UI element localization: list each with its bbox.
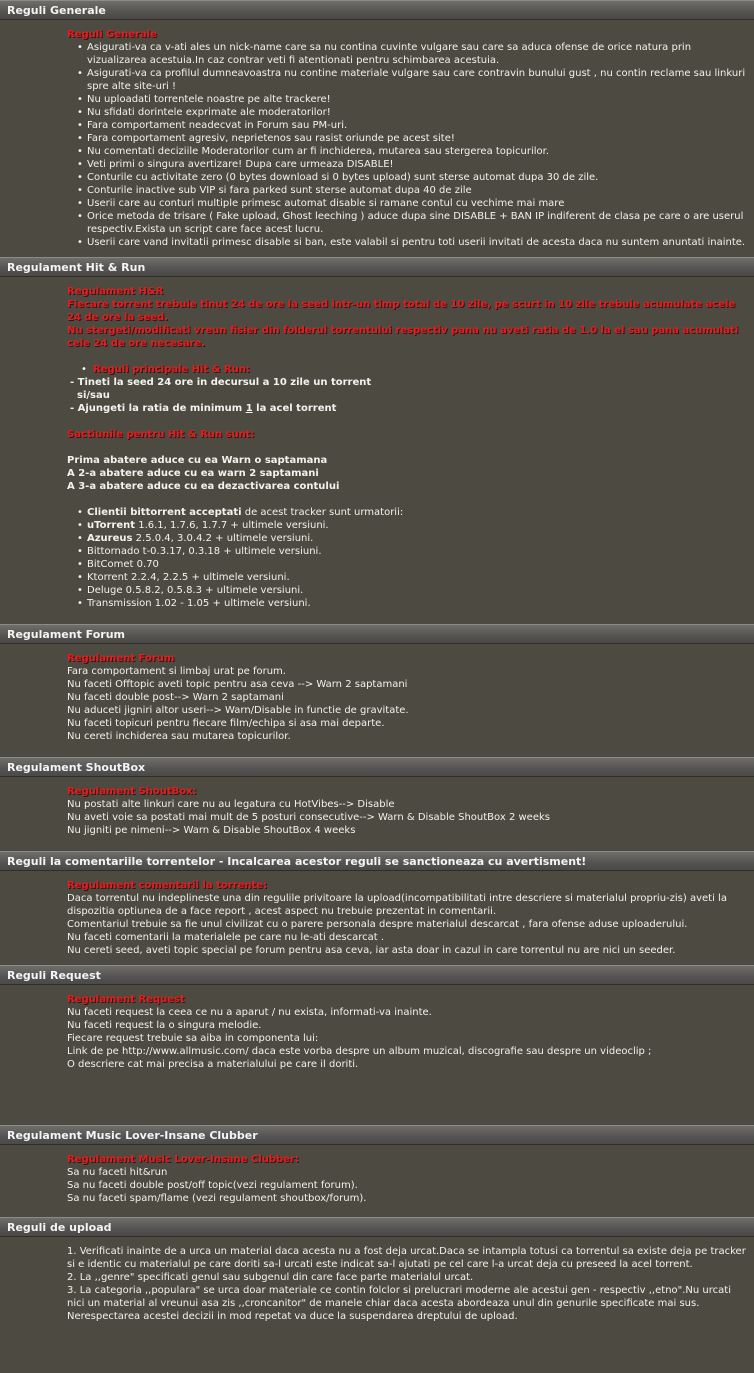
section-content — [0, 777, 754, 851]
section-upload — [0, 1217, 754, 1331]
list-item: • Nu comentati deciziile Moderatorilor cum ar fi inchiderea, mutarea sau stergerea topicurilor. — [77, 146, 550, 157]
rule-line: Nu faceti double post--> Warn 2 saptamani — [67, 692, 284, 703]
list-item: • Transmission 1.02 - 1.05 + ultimele versiuni. — [77, 598, 311, 609]
section-shoutbox — [0, 757, 754, 851]
section-title: Regulament comentarii la torrente: — [67, 880, 268, 891]
list-item: • uTorrent 1.6.1, 1.7.6, 1.7.7 + ultimele versiuni. — [77, 520, 329, 531]
hr-principal-label: • Reguli principale Hit & Run: — [81, 364, 250, 375]
rule-line: Fara comportament si limbaj urat pe forum. — [67, 666, 286, 677]
section-content — [0, 1145, 754, 1217]
rule-line: 2. La ,,genre" specificati genul sau subgenul din care face parte materialul urcat. — [67, 1272, 474, 1283]
rule-line: Nu aveti voie sa postati mai mult de 5 posturi consecutive--> Warn & Disable ShoutBox 2 weeks — [67, 812, 550, 823]
hr-rule-or: si/sau — [77, 390, 110, 401]
hr-rule-red-1: Fiecare torrent trebuie tinut 24 de ore la seed intr-un timp total de 10 zile, pe scurt in 10 zile trebuie acumulate acele 24 de ore la seed. — [67, 299, 736, 323]
rule-line: Nu faceti Offtopic aveti topic pentru asa ceva --> Warn 2 saptamani — [67, 679, 408, 690]
rule-line: Link de pe http://www.allmusic.com/ daca este vorba despre un album muzical, discografie sau despre un videoclip ; — [67, 1046, 652, 1057]
section-header: Regulament ShoutBox — [0, 757, 754, 777]
section-request — [0, 965, 754, 1125]
rule-line: Comentariul trebuie sa fie unul civilizat cu o parere personala despre materialul descarcat , fara ofense aduse uploaderului. — [67, 919, 688, 930]
section-forum — [0, 624, 754, 757]
rule-line: Fiecare request trebuie sa aiba in componenta lui: — [67, 1033, 319, 1044]
list-item: • Nu uploadati torrentele noastre pe alte trackere! — [77, 94, 331, 105]
rule-line: Sa nu faceti spam/flame (vezi regulament shoutbox/forum). — [67, 1193, 367, 1204]
hr-sanction: A 2-a abatere aduce cu ea warn 2 saptamani — [67, 468, 319, 479]
section-music-lover — [0, 1125, 754, 1217]
list-item: • Veti primi o singura avertizare! Dupa care urmeaza DISABLE! — [77, 159, 394, 170]
rule-line: Nu faceti request la o singura melodie. — [67, 1020, 262, 1031]
rule-line: Nu jigniti pe nimeni--> Warn & Disable ShoutBox 4 weeks — [67, 825, 356, 836]
section-content — [0, 644, 754, 757]
list-item: • BitComet 0.70 — [77, 559, 159, 570]
section-title: Regulament Request — [67, 994, 185, 1005]
rule-line: 3. La categoria ,,populara" se urca doar materiale ce contin folclor si prelucrari moderne ale acestui gen - respectiv ,,etno".Nu urcati nici un material al vreunui asa zis ,,croncanitor" de manele chiar daca acesta abordeaza unul din genurile specificate mai sus. — [67, 1285, 731, 1309]
rule-line: Nu faceti topicuri pentru fiecare film/echipa si asa mai departe. — [67, 718, 385, 729]
section-content — [0, 20, 754, 257]
section-header: Regulament Music Lover-Insane Clubber — [0, 1125, 754, 1145]
rule-line: 1. Verificati inainte de a urca un material daca acesta nu a fost deja urcat.Daca se intampla totusi ca torrentul sa existe deja pe tracker si e identic cu materialul pe care doriti sa-l urcati este indicat sa-l ajutati pe cel care l-a urcat deja cu preseed la acel torrent. — [67, 1246, 746, 1270]
section-content — [0, 985, 754, 1125]
rule-line: Nu cereti seed, aveti topic special pe forum pentru asa ceva, iar asta doar in cazul in care torrentul nu are nici un seeder. — [67, 945, 676, 956]
hr-sanctions-label: Sactiunile pentru Hit & Run sunt: — [67, 429, 255, 440]
list-item: • Asigurati-va ca v-ati ales un nick-name care sa nu contina cuvinte vulgare sau care sa aduca ofense de orice natura prin vizualizarea acestuia.In caz contrar veti fi atentionati pentru schimbarea acestuia. — [77, 42, 692, 66]
section-header: Reguli Generale — [0, 0, 754, 20]
list-item: • Fara comportament neadecvat in Forum sau PM-uri. — [77, 120, 348, 131]
rule-list — [67, 41, 748, 249]
list-item: • Deluge 0.5.8.2, 0.5.8.3 + ultimele versiuni. — [77, 585, 304, 596]
list-item: • Ktorrent 2.2.4, 2.2.5 + ultimele versiuni. — [77, 572, 290, 583]
section-content — [0, 1237, 754, 1331]
rule-line: Nu aduceti jigniri altor useri--> Warn/Disable in functie de gravitate. — [67, 705, 409, 716]
section-title: Regulament H&R — [67, 286, 164, 297]
rule-line: Sa nu faceti double post/off topic(vezi regulament forum). — [67, 1180, 358, 1191]
clients-list — [67, 506, 748, 610]
rule-line: Nu faceti comentarii la materialele pe care nu le-ati descarcat . — [67, 932, 385, 943]
rule-line: Nerespectarea acestei decizii in mod repetat va duce la suspendarea dreptului de upload. — [67, 1311, 518, 1322]
section-title: Regulament ShoutBox: — [67, 786, 197, 797]
section-header: Regulament Hit & Run — [0, 257, 754, 277]
rule-line: Sa nu faceti hit&run — [67, 1167, 168, 1178]
list-item: • Bittornado t-0.3.17, 0.3.18 + ultimele versiuni. — [77, 546, 322, 557]
list-item: • Conturile cu activitate zero (0 bytes download si 0 bytes upload) sunt sterse automat dupa 30 de zile. — [77, 172, 599, 183]
section-reguli-generale — [0, 0, 754, 257]
list-item: • Azureus 2.5.0.4, 3.0.4.2 + ultimele versiuni. — [77, 533, 314, 544]
section-hit-run — [0, 257, 754, 618]
list-item: • Asigurati-va ca profilul dumneavoastra nu contine materiale vulgare sau care contravin bunului gust , nu contin reclame sau linkuri spre alte site-uri ! — [77, 68, 746, 92]
section-title: Regulament Forum — [67, 653, 175, 664]
section-title: Regulament Music Lover-Insane Clubber: — [67, 1154, 299, 1165]
list-item: • Userii care vand invitatii primesc disable si ban, este valabil si pentru toti userii invitati de acesta daca nu suntem anuntati inainte. — [77, 237, 746, 248]
rule-line: Nu cereti inchiderea sau mutarea topicurilor. — [67, 731, 291, 742]
hr-rule-red-2: Nu stergeti/modificati vreun fisier din folderul torrentului respectiv pana nu aveti ratia de 1.0 la el sau pana acumulati cele 24 de ore necesare. — [67, 325, 739, 349]
section-header: Regulament Forum — [0, 624, 754, 644]
hr-rule-1: - Tineti la seed 24 ore in decursul a 10 zile un torrent — [70, 377, 372, 388]
hr-rule-2: - Ajungeti la ratia de minimum 1 la acel torrent — [70, 403, 337, 414]
list-item: • Fara comportament agresiv, neprietenos sau rasist oriunde pe acest site! — [77, 133, 455, 144]
list-item: • Clientii bittorrent acceptati de acest tracker sunt urmatorii: — [77, 507, 404, 518]
section-header: Reguli de upload — [0, 1217, 754, 1237]
section-header: Reguli Request — [0, 965, 754, 985]
list-item: • Nu sfidati dorintele exprimate ale moderatorilor! — [77, 107, 331, 118]
section-title: Reguli Generale — [67, 29, 157, 40]
rule-line: Nu postati alte linkuri care nu au legatura cu HotVibes--> Disable — [67, 799, 395, 810]
section-content — [0, 277, 754, 618]
list-item: • Conturile inactive sub VIP si fara parked sunt sterse automat dupa 40 de zile — [77, 185, 472, 196]
list-item: • Userii care au conturi multiple primesc automat disable si ramane contul cu vechime mai mare — [77, 198, 565, 209]
hr-sanction: A 3-a abatere aduce cu ea dezactivarea contului — [67, 481, 340, 492]
rule-line: Daca torrentul nu indeplineste una din regulile privitoare la upload(incompatibilitati intre descriere si materialul propriu-zis) aveti la dispozitia optiunea de a face report , acest aspect nu trebuie prezentat in comentarii. — [67, 893, 727, 917]
list-item: • Orice metoda de trisare ( Fake upload, Ghost leeching ) aduce dupa sine DISABLE + BAN IP indiferent de clasa pe care o are userul respectiv.Exista un script care face acest lucru. — [77, 211, 744, 235]
rule-line: O descriere cat mai precisa a materialului pe care il doriti. — [67, 1059, 359, 1070]
section-header: Reguli la comentariile torrentelor - Incalcarea acestor reguli se sanctioneaza cu avertisment! — [0, 851, 754, 871]
section-content — [0, 871, 754, 965]
hr-sanction: Prima abatere aduce cu ea Warn o saptamana — [67, 455, 328, 466]
section-comments — [0, 851, 754, 965]
rule-line: Nu faceti request la ceea ce nu a aparut / nu exista, informati-va inainte. — [67, 1007, 432, 1018]
